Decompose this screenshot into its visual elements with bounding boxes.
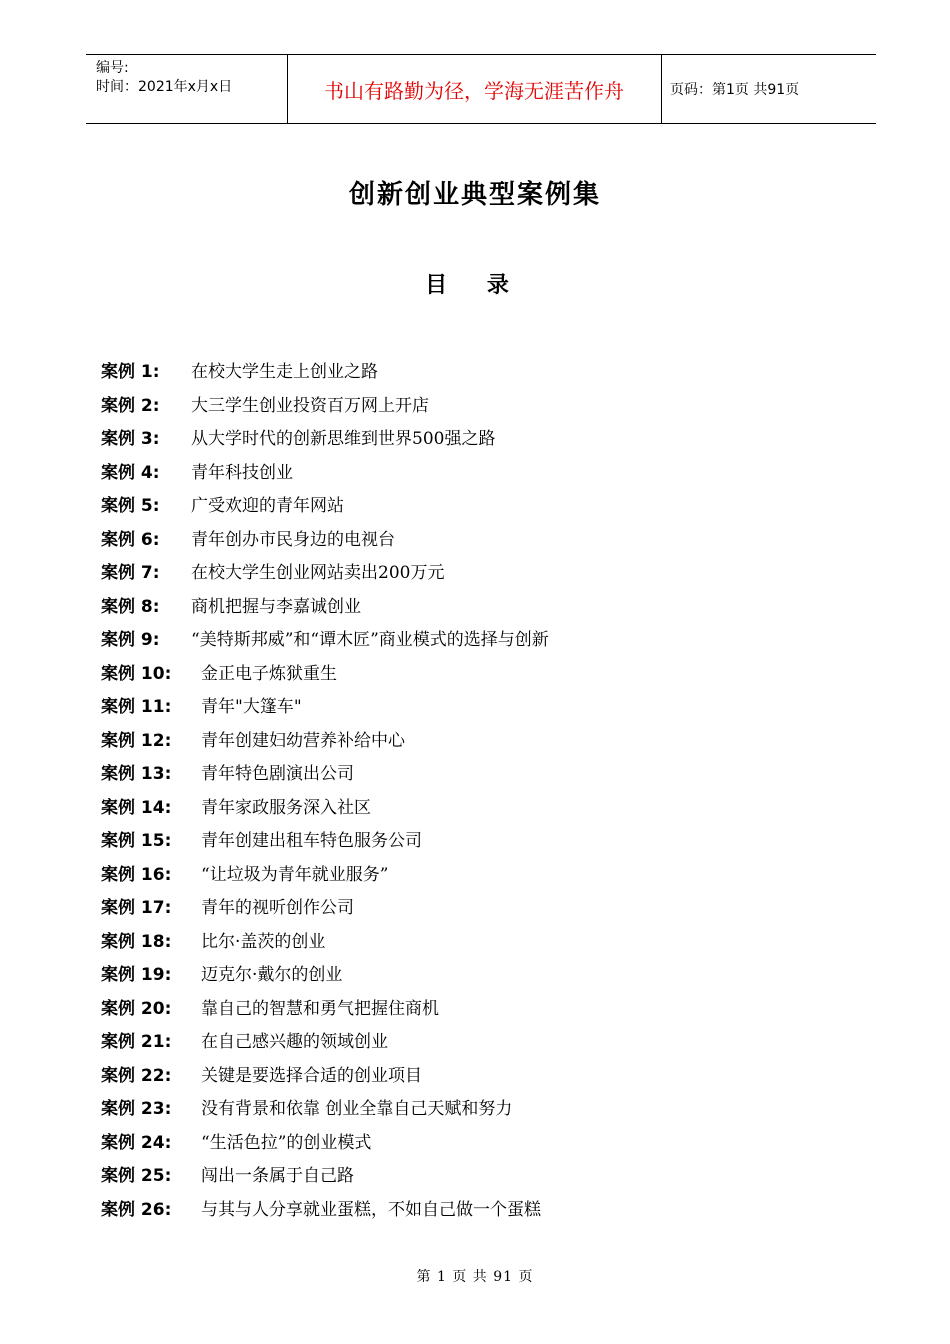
toc-item-title: “生活色拉”的创业模式 xyxy=(201,1132,372,1153)
toc-item xyxy=(101,1090,549,1124)
toc-item xyxy=(101,454,549,488)
toc-item-label: 案例 19: xyxy=(101,965,172,986)
toc-item-label: 案例 26: xyxy=(101,1199,172,1220)
header-divider-right xyxy=(661,55,662,123)
toc-item-title: 青年"大篷车" xyxy=(201,697,302,718)
toc-item xyxy=(101,1057,549,1091)
toc-item-label: 案例 2: xyxy=(101,395,160,416)
toc-item-title: 广受欢迎的青年网站 xyxy=(191,496,344,517)
toc-item-title: 关键是要选择合适的创业项目 xyxy=(201,1065,422,1086)
toc-item xyxy=(101,1191,549,1225)
toc-item-label: 案例 3: xyxy=(101,429,160,450)
toc-item-label: 案例 11: xyxy=(101,697,172,718)
toc-item xyxy=(101,621,549,655)
toc-item-label: 案例 6: xyxy=(101,529,160,550)
toc-item-title: 青年科技创业 xyxy=(191,462,293,483)
toc-item xyxy=(101,789,549,823)
toc-item-title: 青年特色剧演出公司 xyxy=(201,764,354,785)
toc-item-label: 案例 15: xyxy=(101,831,172,852)
toc-item xyxy=(101,889,549,923)
toc-item-label: 案例 9: xyxy=(101,630,160,651)
toc-item-label: 案例 13: xyxy=(101,764,172,785)
toc-item-label: 案例 20: xyxy=(101,998,172,1019)
toc-item xyxy=(101,1157,549,1191)
toc-item xyxy=(101,856,549,890)
header-time-label: 时间：2021年x月x日 xyxy=(96,79,233,95)
toc-item-label: 案例 8: xyxy=(101,596,160,617)
toc-item-title: 靠自己的智慧和勇气把握住商机 xyxy=(201,998,439,1019)
header-motto: 书山有路勤为径，学海无涯苦作舟 xyxy=(324,78,624,103)
toc-item xyxy=(101,755,549,789)
toc-item-label: 案例 10: xyxy=(101,663,172,684)
page-footer: 第 1 页 共 91 页 xyxy=(416,1269,534,1285)
toc-heading: 目 录 xyxy=(425,273,525,298)
toc-item-title: 金正电子炼狱重生 xyxy=(201,663,337,684)
toc-item-title: 迈克尔·戴尔的创业 xyxy=(201,965,343,986)
toc-item-label: 案例 14: xyxy=(101,797,172,818)
toc-item-title: 青年创建妇幼营养补给中心 xyxy=(201,730,405,751)
toc-item xyxy=(101,521,549,555)
header-number-label: 编号: xyxy=(96,60,129,76)
toc-item-title: 青年创建出租车特色服务公司 xyxy=(201,831,422,852)
toc-item-title: 商机把握与李嘉诚创业 xyxy=(191,596,361,617)
toc-item xyxy=(101,1023,549,1057)
toc-item-title: 在校大学生走上创业之路 xyxy=(191,362,378,383)
toc-item-label: 案例 1: xyxy=(101,362,160,383)
toc-item-title: 闯出一条属于自己路 xyxy=(201,1166,354,1187)
toc-item-title: 比尔·盖茨的创业 xyxy=(201,931,326,952)
toc-item-title: 青年创办市民身边的电视台 xyxy=(191,529,395,550)
toc-item xyxy=(101,554,549,588)
toc-item-label: 案例 23: xyxy=(101,1099,172,1120)
toc-item xyxy=(101,1124,549,1158)
toc-item-label: 案例 24: xyxy=(101,1132,172,1153)
toc-item-title: 青年的视听创作公司 xyxy=(201,898,354,919)
toc-item xyxy=(101,722,549,756)
toc-item-title: 从大学时代的创新思维到世界500强之路 xyxy=(191,429,496,450)
toc-item-label: 案例 5: xyxy=(101,496,160,517)
toc-item xyxy=(101,956,549,990)
toc-item-label: 案例 18: xyxy=(101,931,172,952)
header-page-info: 页码：第1页 共91页 xyxy=(670,82,800,98)
toc-item xyxy=(101,923,549,957)
toc-item-label: 案例 17: xyxy=(101,898,172,919)
toc-item xyxy=(101,688,549,722)
toc-item xyxy=(101,822,549,856)
page-header xyxy=(86,54,876,124)
toc-item-label: 案例 21: xyxy=(101,1032,172,1053)
toc-item-label: 案例 16: xyxy=(101,864,172,885)
toc-item-title: “让垃圾为青年就业服务” xyxy=(201,864,389,885)
toc-item xyxy=(101,655,549,689)
header-meta xyxy=(96,59,232,97)
toc-item xyxy=(101,990,549,1024)
toc-item xyxy=(101,588,549,622)
toc-item xyxy=(101,353,549,387)
toc-item-label: 案例 22: xyxy=(101,1065,172,1086)
toc-item-title: “美特斯邦威”和“谭木匠”商业模式的选择与创新 xyxy=(191,630,549,651)
toc-item-title: 在校大学生创业网站卖出200万元 xyxy=(191,563,445,584)
toc-item-label: 案例 4: xyxy=(101,462,160,483)
toc-item xyxy=(101,420,549,454)
toc-item-label: 案例 7: xyxy=(101,563,160,584)
table-of-contents xyxy=(101,353,549,1224)
toc-item-title: 在自己感兴趣的领域创业 xyxy=(201,1032,388,1053)
document-title: 创新创业典型案例集 xyxy=(348,180,601,210)
toc-item-title: 与其与人分享就业蛋糕，不如自己做一个蛋糕 xyxy=(201,1199,541,1220)
toc-item-title: 青年家政服务深入社区 xyxy=(201,797,371,818)
toc-item-label: 案例 25: xyxy=(101,1166,172,1187)
toc-item xyxy=(101,487,549,521)
toc-item-title: 没有背景和依靠 创业全靠自己天赋和努力 xyxy=(201,1099,513,1120)
toc-item-label: 案例 12: xyxy=(101,730,172,751)
toc-item-title: 大三学生创业投资百万网上开店 xyxy=(191,395,429,416)
toc-item xyxy=(101,387,549,421)
